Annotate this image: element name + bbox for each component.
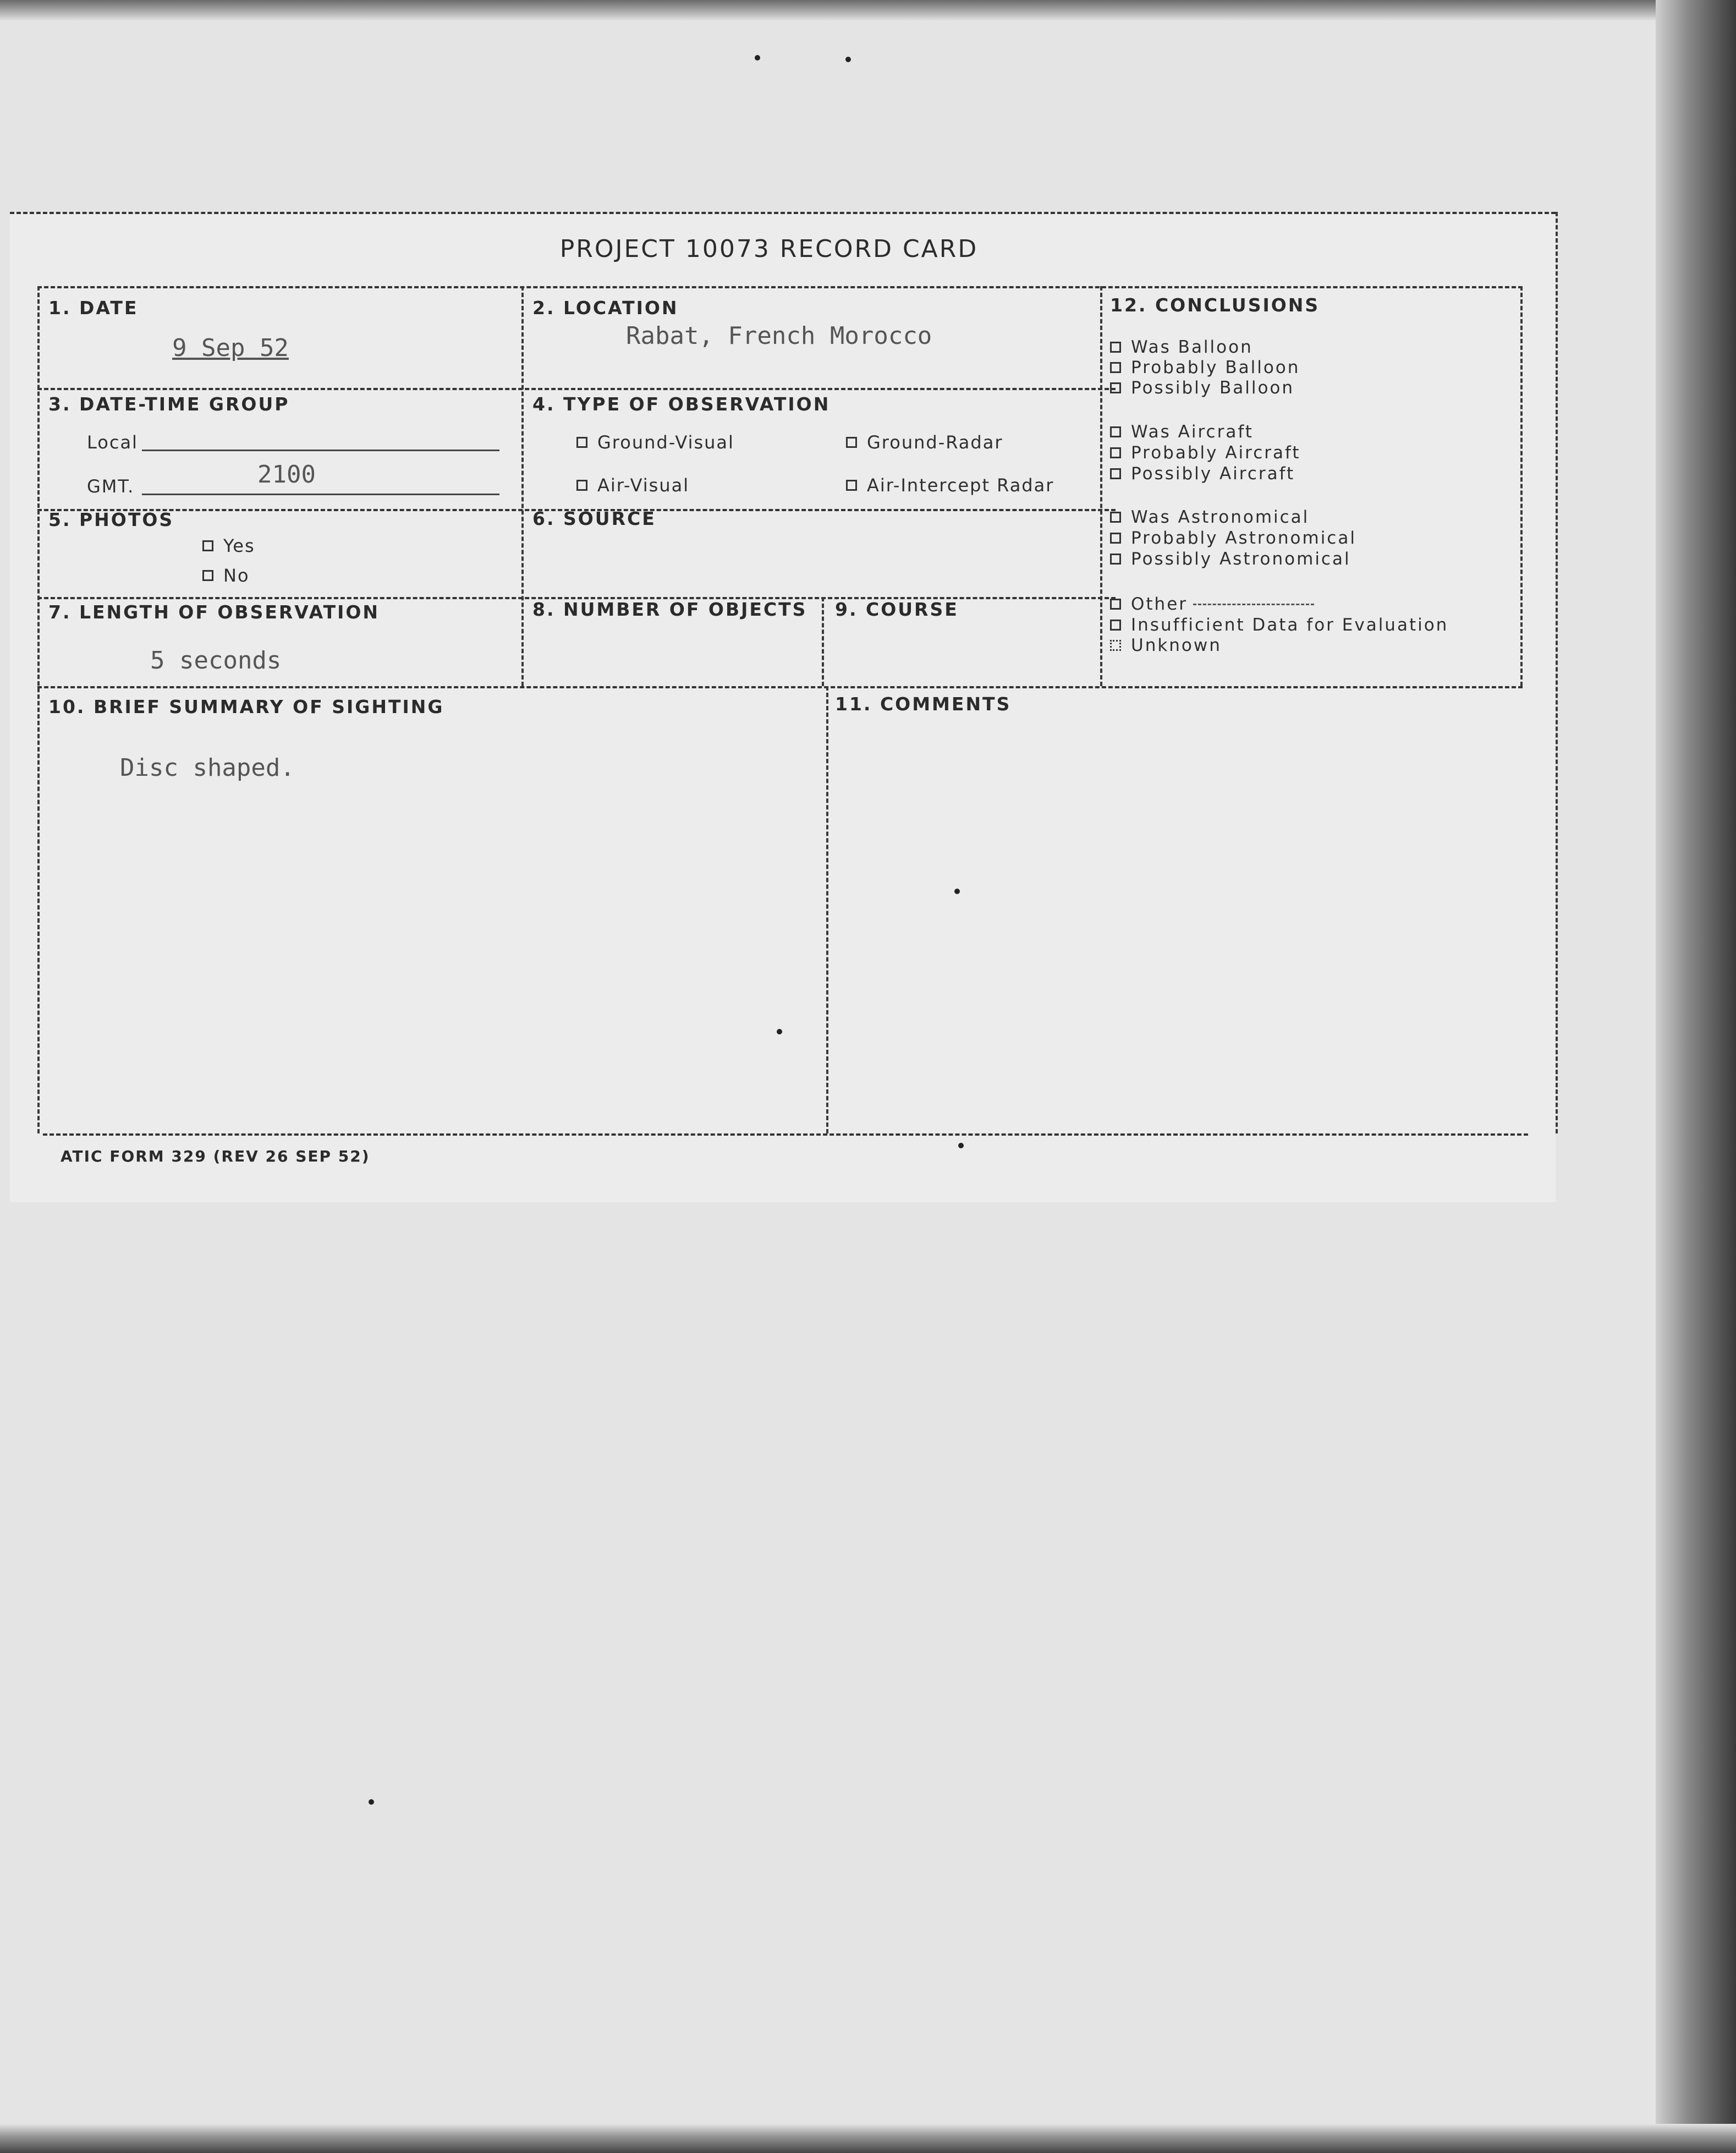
right-border-outer xyxy=(1556,212,1558,1133)
conclusion-possibly-astronomical[interactable] xyxy=(1110,549,1351,569)
checkbox-icon xyxy=(846,437,857,448)
scan-speck xyxy=(369,1799,374,1805)
col-divider-conclusions xyxy=(1100,286,1102,686)
col-divider-1 xyxy=(521,286,524,686)
scan-edge-top xyxy=(0,0,1736,21)
option-air-visual[interactable] xyxy=(576,475,689,496)
checkbox-icon xyxy=(1110,554,1121,565)
option-label: Ground-Visual xyxy=(597,432,734,453)
type-of-observation-label: 4. TYPE OF OBSERVATION xyxy=(532,393,831,415)
conclusion-probably-balloon[interactable] xyxy=(1110,358,1300,377)
col-divider-course xyxy=(822,597,824,686)
checkbox-icon xyxy=(1110,533,1121,544)
checkbox-icon xyxy=(1110,512,1121,523)
source-label: 6. SOURCE xyxy=(532,508,656,529)
checked-checkbox-icon xyxy=(1110,640,1121,651)
date-label: 1. DATE xyxy=(48,297,139,319)
conclusion-was-balloon[interactable] xyxy=(1110,337,1253,357)
checkbox-icon xyxy=(576,480,587,491)
checkbox-icon xyxy=(202,570,213,581)
conclusion-label: Was Aircraft xyxy=(1131,422,1254,442)
scan-speck xyxy=(777,1029,782,1034)
number-of-objects-label: 8. NUMBER OF OBJECTS xyxy=(532,599,807,620)
comments-label: 11. COMMENTS xyxy=(835,693,1012,715)
location-value: Rabat, French Morocco xyxy=(626,322,932,350)
option-photos-no[interactable] xyxy=(202,565,250,586)
option-label: No xyxy=(223,565,250,586)
conclusion-possibly-balloon[interactable] xyxy=(1110,378,1294,398)
option-ground-visual[interactable] xyxy=(576,432,734,453)
date-value: 9 Sep 52 xyxy=(172,334,289,362)
card-title: PROJECT 10073 RECORD CARD xyxy=(559,235,979,263)
conclusion-label: Possibly Aircraft xyxy=(1131,464,1295,484)
local-label: Local xyxy=(87,432,138,453)
length-of-observation-value: 5 seconds xyxy=(150,647,282,675)
checkbox-icon xyxy=(1110,362,1121,373)
option-label: Ground-Radar xyxy=(867,432,1003,453)
brief-summary-value: Disc shaped. xyxy=(120,754,295,782)
checkbox-icon xyxy=(1110,620,1121,631)
conclusion-insufficient-data[interactable] xyxy=(1110,615,1448,635)
gmt-label: GMT. xyxy=(87,476,135,497)
conclusion-label: Was Astronomical xyxy=(1131,507,1310,527)
conclusion-was-astronomical[interactable] xyxy=(1110,507,1309,527)
card-bottom-rule xyxy=(43,1133,1528,1136)
course-label: 9. COURSE xyxy=(835,599,959,620)
length-of-observation-label: 7. LENGTH OF OBSERVATION xyxy=(48,601,380,623)
checkbox-icon xyxy=(1110,382,1121,393)
right-border-inner xyxy=(1520,286,1523,686)
checkbox-icon xyxy=(1110,468,1121,479)
conclusion-label: Probably Aircraft xyxy=(1131,443,1301,463)
option-air-intercept-radar[interactable] xyxy=(846,475,1054,496)
row-divider-2 xyxy=(37,388,1116,390)
option-photos-yes[interactable] xyxy=(202,535,255,556)
conclusion-label: Other xyxy=(1131,594,1188,614)
conclusion-label: Probably Astronomical xyxy=(1131,528,1356,548)
scan-edge-right xyxy=(1656,0,1736,2153)
record-card xyxy=(10,212,1556,1202)
local-line xyxy=(142,450,499,451)
checkbox-icon xyxy=(1110,342,1121,353)
form-id: ATIC FORM 329 (REV 26 SEP 52) xyxy=(61,1147,370,1165)
gmt-line xyxy=(142,494,499,495)
scan-edge-bottom xyxy=(0,2124,1736,2153)
conclusion-label: Possibly Balloon xyxy=(1131,378,1295,398)
location-label: 2. LOCATION xyxy=(532,297,679,319)
conclusion-probably-astronomical[interactable] xyxy=(1110,528,1356,548)
conclusions-label: 12. CONCLUSIONS xyxy=(1110,294,1320,316)
photos-label: 5. PHOTOS xyxy=(48,509,174,530)
conclusion-label: Unknown xyxy=(1131,636,1222,655)
checkbox-icon xyxy=(1110,447,1121,458)
option-label: Air-Visual xyxy=(597,475,690,496)
other-line xyxy=(1193,604,1314,605)
conclusion-was-aircraft[interactable] xyxy=(1110,422,1254,442)
scan-speck xyxy=(845,57,851,62)
left-border xyxy=(37,286,40,1133)
row-divider-5 xyxy=(37,686,1523,688)
conclusion-possibly-aircraft[interactable] xyxy=(1110,464,1295,484)
card-top-rule xyxy=(10,212,1556,214)
option-label: Air-Intercept Radar xyxy=(867,475,1054,496)
conclusion-label: Probably Balloon xyxy=(1131,358,1300,377)
checkbox-icon xyxy=(1110,426,1121,437)
checkbox-icon xyxy=(576,437,587,448)
conclusion-probably-aircraft[interactable] xyxy=(1110,443,1301,463)
scan-speck xyxy=(954,889,960,894)
conclusion-label: Insufficient Data for Evaluation xyxy=(1131,615,1449,635)
conclusion-label: Was Balloon xyxy=(1131,337,1253,357)
conclusion-other[interactable] xyxy=(1110,594,1314,614)
conclusion-unknown[interactable] xyxy=(1110,636,1222,655)
checkbox-icon xyxy=(202,540,213,551)
option-label: Yes xyxy=(223,535,255,556)
option-ground-radar[interactable] xyxy=(846,432,1003,453)
scan-speck xyxy=(958,1143,964,1148)
scan-speck xyxy=(755,55,760,61)
date-time-group-label: 3. DATE-TIME GROUP xyxy=(48,393,290,415)
checkbox-icon xyxy=(846,480,857,491)
gmt-value: 2100 xyxy=(257,461,316,489)
checkbox-icon xyxy=(1110,599,1121,610)
brief-summary-label: 10. BRIEF SUMMARY OF SIGHTING xyxy=(48,696,444,717)
col-divider-comments xyxy=(826,686,828,1133)
conclusion-label: Possibly Astronomical xyxy=(1131,549,1351,569)
row-divider-1 xyxy=(37,286,1523,288)
